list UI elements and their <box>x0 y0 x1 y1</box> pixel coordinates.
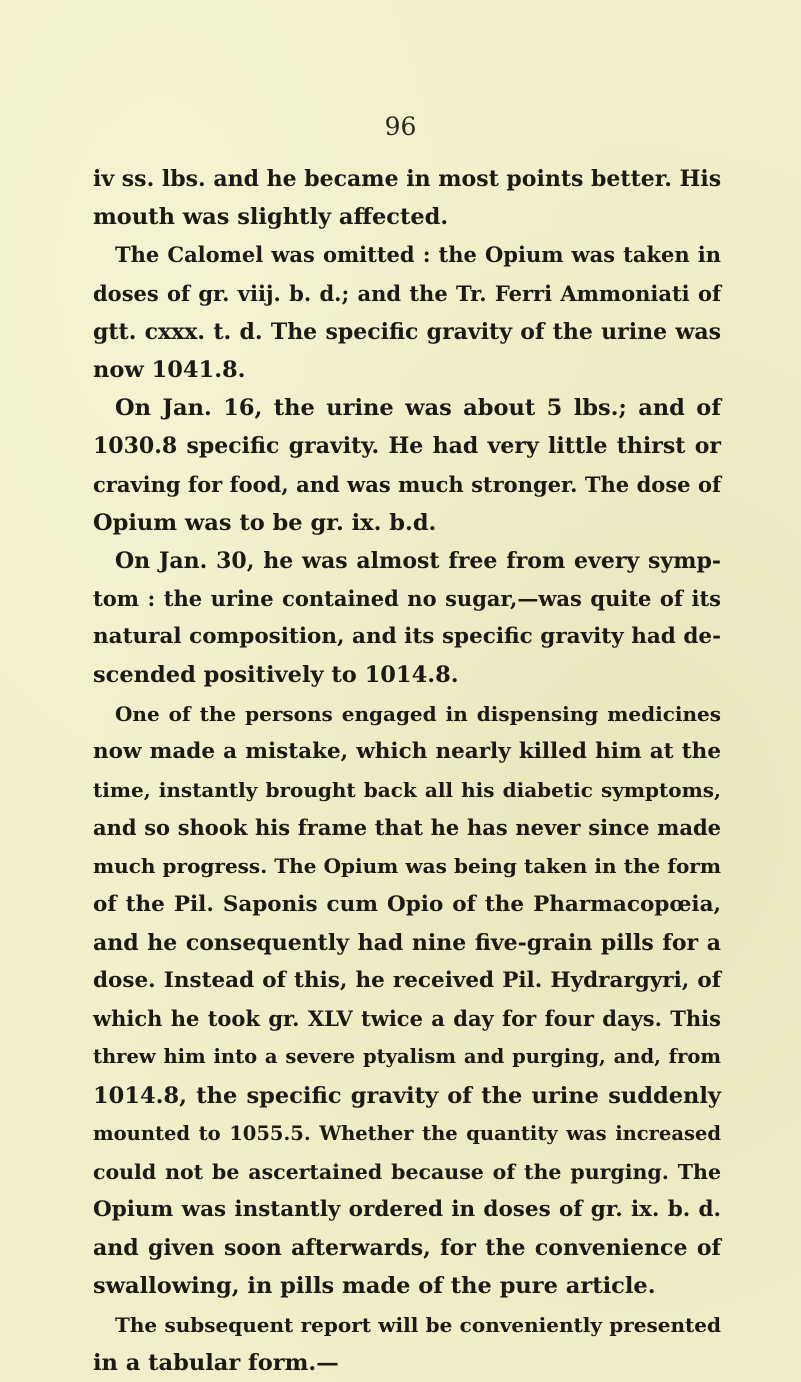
text-line: One of the persons engaged in dispensing medicines <box>115 701 721 726</box>
text-line: dose. Instead of this, he received Pil. Hydrargyri, of <box>93 967 721 993</box>
text-line: and given soon afterwards, for the convenience of <box>93 1235 721 1262</box>
text-line: tom : the urine contained no sugar,—was quite of its <box>93 586 721 612</box>
text-line: mouth was slightly affected. <box>93 204 449 231</box>
text-line: On Jan. 30, he was almost free from every symp- <box>115 547 721 574</box>
text-line: threw him into a severe ptyalism and purging, and, from <box>93 1045 721 1069</box>
text-line: in a tabular form.— <box>93 1349 339 1376</box>
text-line: gtt. cxxx. t. d. The specific gravity of the urine was <box>93 318 721 345</box>
text-line: swallowing, in pills made of the pure article. <box>93 1273 656 1300</box>
text-line: The Calomel was omitted : the Opium was taken in <box>115 242 721 268</box>
text-line: and so shook his frame that he has never since made <box>93 815 721 841</box>
text-line: mounted to 1055.5. Whether the quantity was increased <box>93 1121 721 1145</box>
text-line: natural composition, and its specific gravity had de- <box>93 624 721 650</box>
text-line: doses of gr. viij. b. d.; and the Tr. Ferri Ammoniati of <box>93 280 721 306</box>
page-number: 96 <box>384 112 417 141</box>
text-line: 1030.8 specific gravity. He had very little thirst or <box>93 433 721 460</box>
text-line: 1014.8, the specific gravity of the urine suddenly <box>93 1082 721 1109</box>
text-line: craving for food, and was much stronger. The dose of <box>93 471 721 497</box>
text-line: The subsequent report will be conveniently presented <box>115 1312 721 1337</box>
text-line: much progress. The Opium was being taken in the form <box>93 854 721 879</box>
body-text <box>93 160 721 1382</box>
text-line: which he took gr. XLV twice a day for four days. This <box>93 1006 721 1032</box>
text-line: could not be ascertained because of the purging. The <box>93 1159 721 1184</box>
text-line: time, instantly brought back all his diabetic symptoms, <box>93 778 721 802</box>
text-line: iv ss. lbs. and he became in most points better. His <box>93 166 722 192</box>
text-line: On Jan. 16, the urine was about 5 lbs.; and of <box>115 395 721 422</box>
text-line: now 1041.8. <box>93 356 246 383</box>
text-line: Opium was to be gr. ix. b.d. <box>93 509 437 536</box>
text-line: scended positively to 1014.8. <box>93 662 459 689</box>
text-line: and he consequently had nine five-grain pills for a <box>93 929 721 956</box>
text-line: now made a mistake, which nearly killed him at the <box>93 738 721 764</box>
text-line: Opium was instantly ordered in doses of gr. ix. b. d. <box>93 1197 721 1223</box>
text-line: of the Pil. Saponis cum Opio of the Pharmacopœia, <box>93 891 721 917</box>
